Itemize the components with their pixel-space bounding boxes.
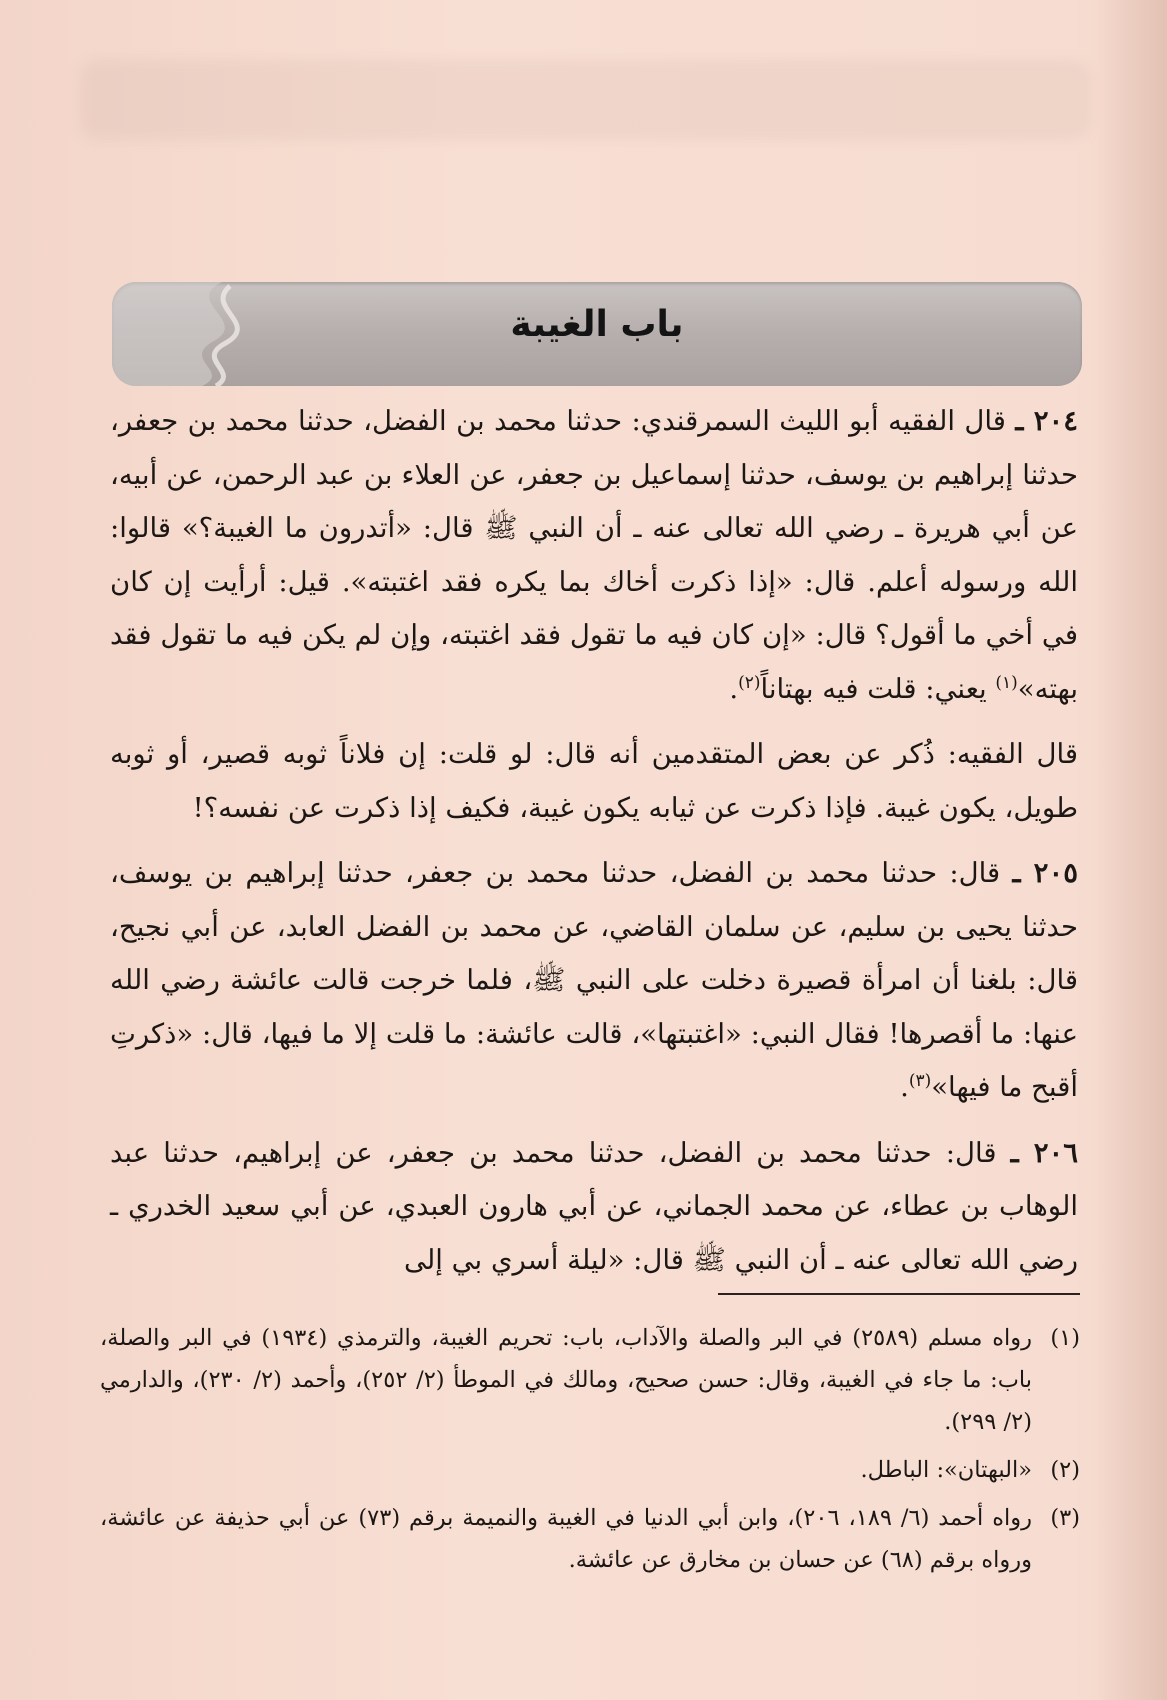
paragraph-end: .: [729, 672, 739, 705]
paragraph-number: ٢٠٦ ـ: [1010, 1136, 1078, 1169]
footnote-ref-3[interactable]: (٣): [908, 1070, 932, 1091]
footnotes: [100, 1317, 1080, 1587]
footnote-number: (٢): [1050, 1457, 1080, 1483]
paragraph-text: قال الفقيه أبو الليث السمرقندي: حدثنا محمد بن الفضل، حدثنا محمد بن جعفر، حدثنا إبراهيم بن يوسف، حدثنا إسماعيل بن جعفر، عن العلاء بن عبد الرحمن، عن أبيه، عن أبي هريرة ـ رضي الله تعالى عنه ـ أن النبي ﷺ قال: «أتدرون ما الغيبة؟» قالوا: الله ورسوله أعلم. قال: «إذا ذكرت أخاك بما يكره فقد اغتبته». قيل: أرأيت إن كان في أخي ما أقول؟ قال: «إن كان فيه ما تقول فقد اغتبته، وإن لم يكن فيه ما تقول فقد بهته»: [110, 405, 1078, 705]
hadith-paragraph-206: [110, 1127, 1078, 1288]
bleed-through-shadow: [80, 60, 1090, 140]
paragraph-text: قال: حدثنا محمد بن الفضل، حدثنا محمد بن جعفر، عن إبراهيم، حدثنا عبد الوهاب بن عطاء، عن محمد الجماني، عن أبي هارون العبدي، عن أبي سعيد الخدري ـ رضي الله تعالى عنه ـ أن النبي ﷺ قال: «ليلة أسري بي إلى: [110, 1136, 1078, 1276]
paragraph-text: قال الفقيه: ذُكر عن بعض المتقدمين أنه قال: لو قلت: إن فلاناً ثوبه قصير، أو ثوبه طويل، يكون غيبة. فإذا ذكرت عن ثيابه يكون غيبة، فكيف إذا ذكرت عن نفسه؟!: [110, 738, 1078, 824]
footnote-3: [100, 1497, 1080, 1581]
footnote-divider: [718, 1293, 1080, 1295]
footnote-text: رواه مسلم (٢٥٨٩) في البر والصلة والآداب، باب: تحريم الغيبة، والترمذي (١٩٣٤) في البر والصلة، باب: ما جاء في الغيبة، وقال: حسن صحيح، ومالك في الموطأ (٢/ ٢٥٢)، وأحمد (٢/ ٢٣٠)، والدارمي (٢/ ٢٩٩).: [100, 1325, 1033, 1435]
hadith-paragraph-205: [110, 847, 1078, 1115]
paragraph-text-continued: يعني: قلت فيه بهتاناً: [760, 672, 996, 705]
footnote-number: (١): [1050, 1325, 1080, 1351]
footnote-ref-2[interactable]: (٢): [738, 672, 761, 693]
paragraph-number: ٢٠٤ ـ: [1015, 405, 1078, 437]
paragraph-number: ٢٠٥ ـ: [1012, 857, 1078, 889]
footnote-ref-1[interactable]: (١): [995, 672, 1018, 693]
paragraph-end: .: [900, 1071, 909, 1103]
commentary-paragraph: [110, 728, 1078, 835]
page-edge-shadow: [1097, 0, 1167, 1700]
footnote-text: «البهتان»: الباطل.: [860, 1457, 1032, 1483]
footnote-2: [100, 1449, 1080, 1491]
main-text: [110, 395, 1078, 1299]
paragraph-text: قال: حدثنا محمد بن الفضل، حدثنا محمد بن جعفر، حدثنا إبراهيم بن يوسف، حدثنا يحيى بن سليم، عن سلمان القاضي، عن محمد بن الفضل العابد، عن أبي نجيح، قال: بلغنا أن امرأة قصيرة دخلت على النبي ﷺ، فلما خرجت قالت عائشة رضي الله عنها: ما أقصرها! فقال النبي: «اغتبتها»، قالت عائشة: ما قلت إلا ما فيها، قال: «ذكرتِ أقبح ما فيها»: [110, 857, 1078, 1103]
footnote-text: رواه أحمد (٦/ ١٨٩، ٢٠٦)، وابن أبي الدنيا في الغيبة والنميمة برقم (٧٣) عن أبي حذيفة عن عائشة، ورواه برقم (٦٨) عن حسان بن مخارق عن عائشة.: [100, 1505, 1032, 1573]
footnote-1: [100, 1317, 1080, 1443]
footnote-number: (٣): [1050, 1505, 1080, 1531]
chapter-banner: [112, 282, 1082, 386]
hadith-paragraph-204: [110, 395, 1078, 716]
chapter-title: باب الغيبة: [510, 304, 684, 345]
